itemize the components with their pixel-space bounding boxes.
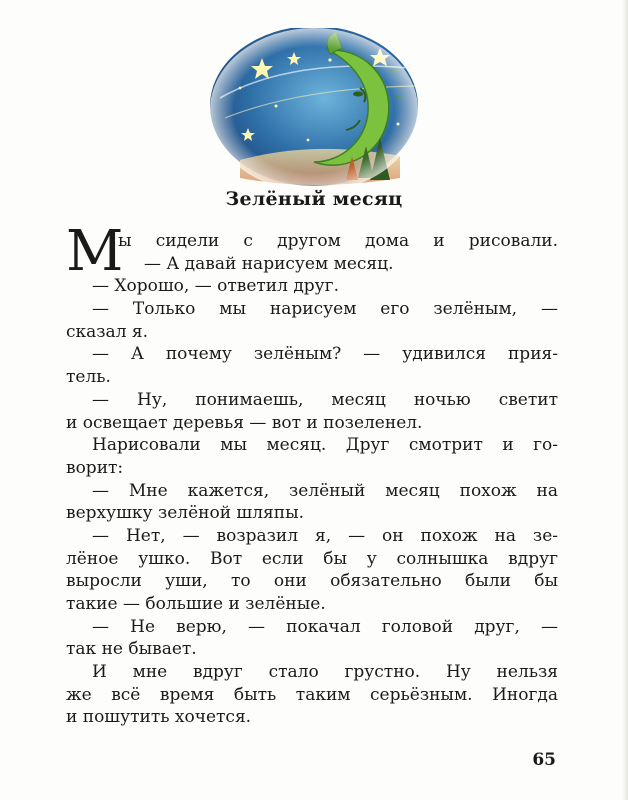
text-line: — А давай нарисуем месяц. <box>144 253 394 274</box>
text-line: — Мне кажется, зелёный месяц похож на <box>92 480 558 501</box>
text-line: и пошутить хочется. <box>66 707 252 728</box>
text-line: — Ну, понимаешь, месяц ночью светит <box>92 389 558 410</box>
story-title: Зелёный месяц <box>225 188 403 210</box>
text-line: выросли уши, то они обязательно были бы <box>66 571 558 592</box>
text-line: сказал я. <box>66 321 149 342</box>
story-text <box>66 219 558 729</box>
text-line: — Только мы нарисуем его зелёным, — <box>92 299 558 320</box>
text-line: такие — большие и зелёные. <box>66 594 326 614</box>
text-line: так не бывает. <box>66 639 197 660</box>
text-line: верхушку зелёной шляпы. <box>66 503 305 524</box>
green-moon-illustration <box>210 28 418 192</box>
text-line: Нарисовали мы месяц. Друг смотрит и го- <box>92 435 558 456</box>
text-line: лёное ушко. Вот если бы у солнышка вдруг <box>66 548 558 569</box>
text-line: ы сидели с другом дома и рисовали. <box>118 231 558 251</box>
text-line: тель. <box>66 367 111 388</box>
text-line: ворит: <box>66 457 124 478</box>
drop-cap-letter: М <box>66 219 124 284</box>
page-number: 65 <box>532 750 556 770</box>
page-edge-shadow <box>622 0 628 800</box>
text-line: — Нет, — возразил я, — он похож на зе- <box>92 525 558 546</box>
text-line: же всё время быть таким серьёзным. Иногда <box>66 684 558 705</box>
text-line: и освещает деревья — вот и позеленел. <box>66 412 423 433</box>
text-line: — Не верю, — покачал головой друг, — <box>92 616 558 637</box>
text-line: И мне вдруг стало грустно. Ну нельзя <box>92 662 558 683</box>
text-line: — А почему зелёным? — удивился прия- <box>92 344 558 365</box>
text-line: — Хорошо, — ответил друг. <box>92 276 339 297</box>
